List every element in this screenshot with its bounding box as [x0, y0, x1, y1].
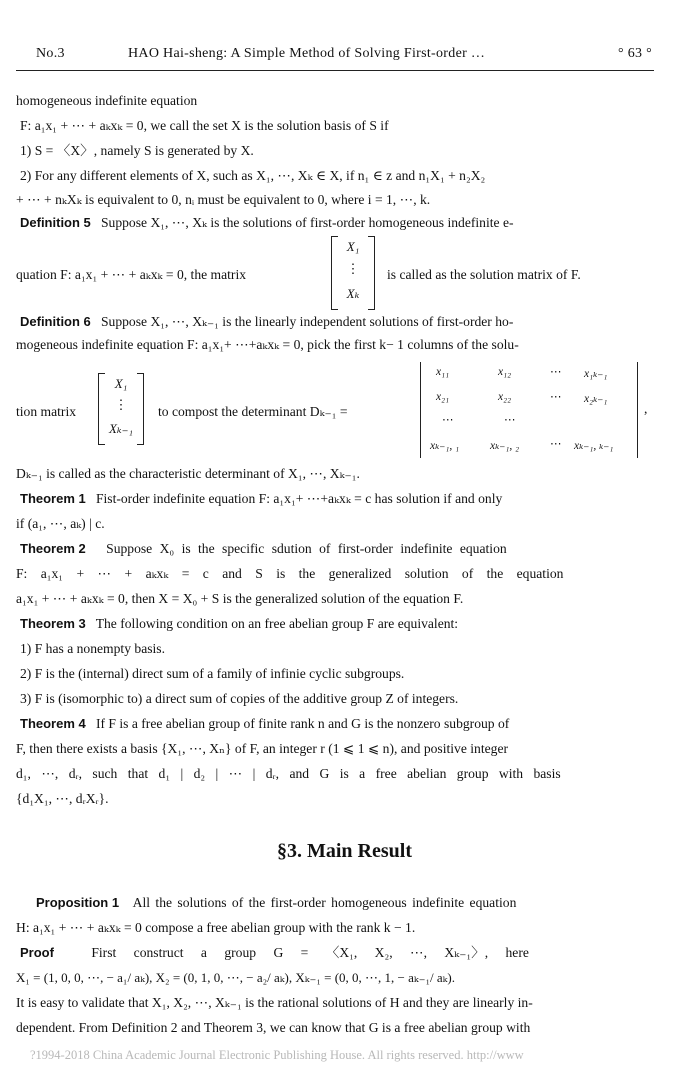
det-entry: x₁₁	[436, 366, 450, 378]
text-line: to compost the determinant Dₖ₋₁ =	[158, 404, 348, 419]
definition-5-continued: quation F: a₁x₁ + ⋯ + aₖxₖ = 0, the matrix	[16, 267, 247, 282]
list-item: 2) F is the (internal) direct sum of a family of infinie cyclic subgroups.	[20, 666, 405, 681]
theorem-text: Fist-order indefinite equation F: a₁x₁+ ⋯+aₖxₖ = c has solution if and only	[95, 491, 503, 506]
det-entry: x₂ₖ₋₁	[584, 393, 608, 405]
det-entry: x₂₂	[498, 391, 512, 403]
text-line: It is easy to validate that X₁, X₂, ⋯, Xₖ₋₁ is the rational solutions of H and they are linearly in-	[16, 995, 533, 1010]
matrix-entry: Xₖ₋₁	[108, 421, 134, 436]
theorem-1	[20, 490, 652, 508]
proof-text: First construct a group G = 〈X₁, X₂, ⋯, Xₖ₋₁〉, here	[91, 945, 529, 960]
det-entry: ⋯	[550, 391, 562, 403]
proposition-label: Proposition 1	[36, 895, 120, 910]
det-entry: xₖ₋₁, ₖ₋₁	[574, 440, 614, 452]
condition-1: 1) S = 〈X〉, namely S is generated by X.	[20, 143, 254, 158]
text-line: d₁, ⋯, dᵣ, such that d₁ | d₂ | ⋯ | dᵣ, and G is a free abelian group with basis	[16, 766, 561, 781]
theorem-4	[20, 715, 652, 733]
det-entry: ⋯	[550, 438, 562, 450]
theorem-text: The following condition on an free abelian group F are equivalent:	[95, 616, 459, 631]
running-title: HAO Hai-sheng: A Simple Method of Solving First-order …	[128, 46, 486, 61]
definition-label: Definition 6	[20, 314, 91, 329]
header-rule	[16, 70, 654, 71]
copyright-watermark: ?1994-2018 China Academic Journal Electronic Publishing House. All rights reserved. http://www	[30, 1048, 524, 1062]
text-line: mogeneous indefinite equation F: a₁x₁+ ⋯+aₖxₖ = 0, pick the first k− 1 columns of the solu-	[16, 337, 519, 352]
text-line: dependent. From Definition 2 and Theorem 3, we can know that G is a free abelian group with	[16, 1020, 531, 1035]
matrix-entry: X₁	[114, 376, 128, 391]
det-entry: x₁₂	[498, 366, 512, 378]
proposition-text: All the solutions of the first-order homogeneous indefinite equation	[132, 895, 517, 910]
definition-label: Definition 5	[20, 215, 91, 230]
section-heading: §3. Main Result	[277, 840, 412, 862]
theorem-2	[20, 540, 652, 558]
text-line: if (a₁, ⋯, aₖ) | c.	[16, 516, 105, 531]
definition-5	[20, 214, 652, 232]
definition-text: Suppose X₁, ⋯, Xₖ is the solutions of first-order homogeneous indefinite e-	[100, 215, 514, 230]
theorem-label: Theorem 4	[20, 716, 86, 731]
proof-label: Proof	[20, 945, 54, 960]
definition-text: Suppose X₁, ⋯, Xₖ₋₁ is the linearly independent solutions of first-order ho-	[100, 314, 514, 329]
text-line: is called as the solution matrix of F.	[387, 267, 581, 282]
characteristic-determinant	[420, 362, 638, 458]
matrix-entry: ⋮	[114, 397, 128, 412]
punctuation: ,	[644, 401, 648, 416]
det-entry: xₖ₋₁, ₁	[430, 440, 460, 452]
det-entry: xₖ₋₁, ₂	[490, 440, 520, 452]
running-header	[36, 46, 654, 68]
theorem-text: If F is a free abelian group of finite rank n and G is the nonzero subgroup of	[95, 716, 510, 731]
det-entry: ⋯	[442, 414, 454, 426]
proof	[20, 944, 652, 962]
definition-6	[20, 313, 652, 331]
text-line: {d₁X₁, ⋯, dᵣXᵣ}.	[16, 791, 109, 806]
proposition-1	[36, 894, 652, 912]
text-line: Dₖ₋₁ is called as the characteristic determinant of X₁, ⋯, Xₖ₋₁.	[16, 466, 360, 481]
matrix-entry: ⋮	[346, 261, 360, 276]
theorem-label: Theorem 2	[20, 541, 86, 556]
text-line: F: a₁x₁ + ⋯ + aₖxₖ = c and S is the generalized solution of the equation	[16, 566, 564, 581]
solution-matrix	[331, 236, 375, 308]
det-entry: x₁ₖ₋₁	[584, 368, 608, 380]
condition-2: 2) For any different elements of X, such as X₁, ⋯, Xₖ ∈ X, if n₁ ∈ z and n₁X₁ + n₂X₂	[20, 168, 486, 183]
journal-issue-number: No.3	[36, 46, 65, 61]
det-entry: ⋯	[550, 366, 562, 378]
page-number: ° 63 °	[618, 46, 652, 61]
matrix-entry: Xₖ	[346, 286, 360, 301]
equation-line: F: a₁x₁ + ⋯ + aₖxₖ = 0, we call the set X is the solution basis of S if	[20, 118, 389, 133]
list-item: 1) F has a nonempty basis.	[20, 641, 165, 656]
det-entry: x₂₁	[436, 391, 450, 403]
theorem-3	[20, 615, 652, 633]
text-line: tion matrix	[16, 404, 77, 419]
text-line: + ⋯ + nₖXₖ is equivalent to 0, nᵢ must be equivalent to 0, where i = 1, ⋯, k.	[16, 192, 431, 207]
text-line: X₁ = (1, 0, 0, ⋯, − a₁/ aₖ), X₂ = (0, 1, 0, ⋯, − a₂/ aₖ), Xₖ₋₁ = (0, 0, ⋯, 1, − aₖ₋₁/ aₖ).	[16, 970, 455, 985]
text-line: H: a₁x₁ + ⋯ + aₖxₖ = 0 compose a free abelian group with the rank k − 1.	[16, 920, 416, 935]
text-line: a₁x₁ + ⋯ + aₖxₖ = 0, then X = X₀ + S is the generalized solution of the equation F.	[16, 591, 464, 606]
solution-matrix-2	[98, 373, 144, 443]
det-entry: ⋯	[504, 414, 516, 426]
theorem-text: Suppose X₀ is the specific sdution of first-order indefinite equation	[106, 541, 507, 556]
text-line: homogeneous indefinite equation	[16, 93, 198, 108]
list-item: 3) F is (isomorphic to) a direct sum of copies of the additive group Z of integers.	[20, 691, 459, 706]
matrix-entry: X₁	[346, 239, 360, 254]
theorem-label: Theorem 1	[20, 491, 86, 506]
text-line: F, then there exists a basis {X₁, ⋯, Xₙ} of F, an integer r (1 ⩽ 1 ⩽ n), and positive integer	[16, 741, 509, 756]
theorem-label: Theorem 3	[20, 616, 86, 631]
